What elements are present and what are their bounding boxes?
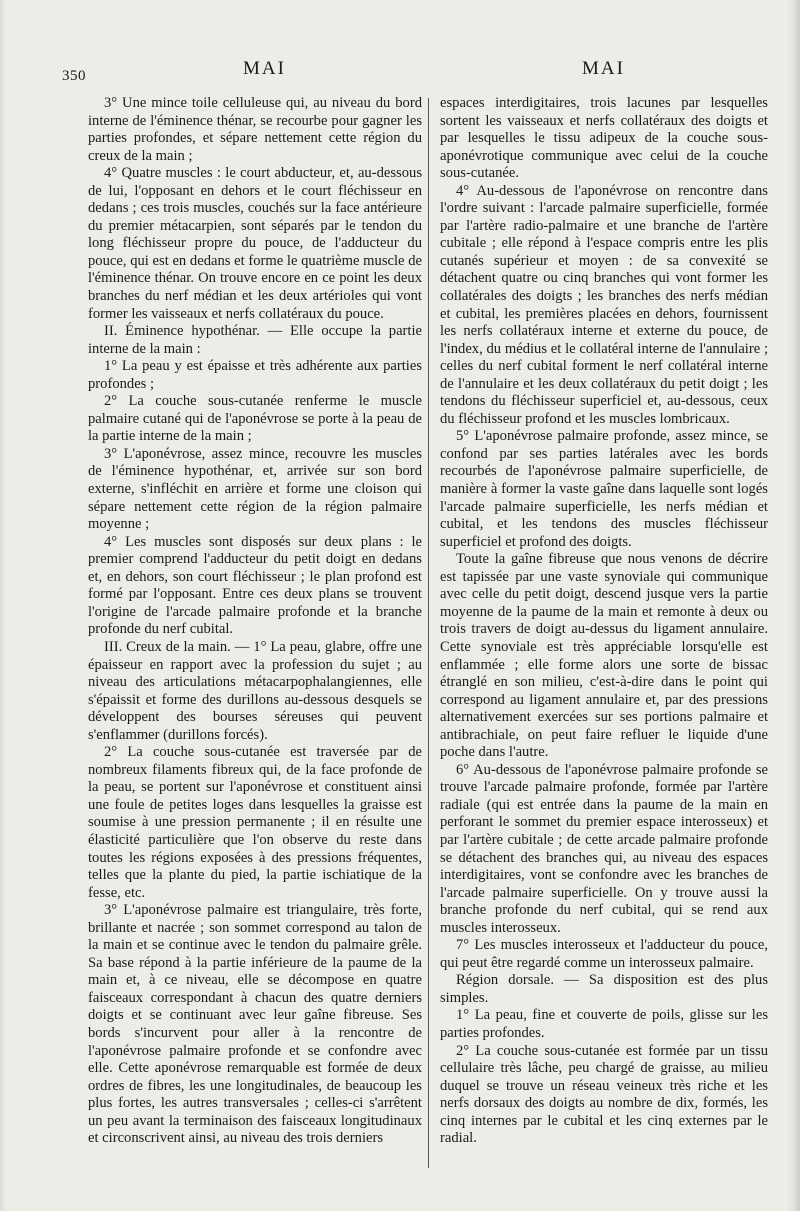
paragraph: 1° La peau y est épaisse et très adhérente aux parties profondes ; xyxy=(88,358,422,392)
page-header xyxy=(0,58,800,84)
paragraph: 2° La couche sous-cutanée renferme le muscle palmaire cutané qui de l'aponévrose se porte à la peau de la partie interne de la main ; xyxy=(88,393,422,445)
paragraph: 6° Au-dessous de l'aponévrose palmaire profonde se trouve l'arcade palmaire profonde, formée par l'artère radiale (qui est entrée dans la paume de la main en perforant le sommet du premier espace interosseux) et par l'artère cubitale ; de cette arcade palmaire profonde se détachent des branches qui, au niveau des espaces interdigitaires, vont se confondre avec les branches de l'arcade palmaire superficielle. On y trouve aussi la branche profonde du nerf cubital, qui se rend aux muscles interosseux. xyxy=(440,761,768,936)
page-number: 350 xyxy=(62,68,86,84)
paragraph: 2° La couche sous-cutanée est formée par un tissu cellulaire très lâche, peu chargé de graisse, au milieu duquel se trouve un réseau veineux très riche et les nerfs dorsaux des doigts au nombre de dix, formés, les cinq internes par le cubital et les cinq externes par le radial. xyxy=(440,1042,768,1147)
running-head-left: MAI xyxy=(243,58,286,79)
paragraph: 4° Quatre muscles : le court abducteur, et, au-dessous de lui, l'opposant en dehors et le court fléchisseur en dedans ; ces trois muscles, couchés sur la face antérieure du premier métacarpien, sont séparés par le tendon du long fléchisseur propre du pouce, de l'adducteur du pouce, qui est en dedans et forme le quatrième muscle de l'éminence thénar. On trouve encore en ce point les deux branches du nerf médian et les deux artérioles qui vont former les vaisseaux et nerfs collatéraux du pouce. xyxy=(88,165,422,322)
left-column xyxy=(88,95,422,1148)
paragraph: 1° La peau, fine et couverte de poils, glisse sur les parties profondes. xyxy=(440,1007,768,1041)
paragraph: 3° L'aponévrose palmaire est triangulaire, très forte, brillante et nacrée ; son sommet correspond au talon de la main et se continue avec le tendon du palmaire grêle. Sa base répond à la partie inférieure de la paume de la main et, à ce niveau, elle se décompose en quatre faisceaux correspondant à chacun des quatre derniers doigts et se continuant avec leur gaîne fibreuse. Ses bords s'incurvent pour aller à la rencontre de l'aponévrose palmaire profonde et se confondre avec elle. Cette aponévrose remarquable est formée de deux ordres de fibres, les une longitudinales, de beaucoup les plus fortes, les autres transversales ; celles-ci s'arrêtent un peu avant la terminaison des faisceaux longitudinaux et circonscrivent ainsi, au niveau des trois derniers xyxy=(88,902,422,1147)
page-edge-shadow xyxy=(786,0,800,1211)
paragraph: 4° Les muscles sont disposés sur deux plans : le premier comprend l'adducteur du petit doigt en dedans et, en dehors, son court fléchisseur ; le plan profond est formé par l'opposant. Entre ces deux plans se trouvent l'origine de l'arcade palmaire profonde et la branche profonde du nerf cubital. xyxy=(88,533,422,638)
paragraph: 7° Les muscles interosseux et l'adducteur du pouce, qui peut être regardé comme un interosseux palmaire. xyxy=(440,937,768,971)
section-heading-paragraph: III. Creux de la main. — 1° La peau, glabre, offre une épaisseur en rapport avec la profession du sujet ; au niveau des articulations métacarpophalangiennes, elle s'épaissit et forme des durillons au-dessous desquels se développent des bourses séreuses qui peuvent s'enflammer (durillons forcés). xyxy=(88,638,422,743)
paragraph: 3° Une mince toile celluleuse qui, au niveau du bord interne de l'éminence thénar, se recourbe pour gagner les parties profondes, et sépare nettement cette région du creux de la main ; xyxy=(88,95,422,164)
section-heading-paragraph: Région dorsale. — Sa disposition est des plus simples. xyxy=(440,972,768,1006)
column-divider xyxy=(428,98,429,1168)
paragraph: 3° L'aponévrose, assez mince, recouvre les muscles de l'éminence hypothénar, et, arrivée sur son bord externe, s'infléchit en arrière et forme une cloison qui sépare nettement cette région de la région palmaire moyenne ; xyxy=(88,445,422,533)
running-head-right: MAI xyxy=(582,58,625,79)
paragraph: 2° La couche sous-cutanée est traversée par de nombreux filaments fibreux qui, de la face profonde de la peau, se portent sur l'aponévrose et constituent ainsi une foule de petites loges dans lesquelles la graisse est soumise à une pression permanente ; il en résulte une élasticité particulière que l'on observe du reste dans toutes les régions exposées à des pressions fréquentes, telles que la plante du pied, la partie ischiatique de la fesse, etc. xyxy=(88,744,422,901)
paragraph: 5° L'aponévrose palmaire profonde, assez mince, se confond par ses parties latérales avec les bords recourbés de l'aponévrose palmaire superficielle, de manière à former la vaste gaîne dans laquelle sont logés l'arcade palmaire superficielle, les nerfs médian et cubital, et les tendons des muscles fléchisseur superficiel et profond des doigts. xyxy=(440,428,768,550)
paragraph: Toute la gaîne fibreuse que nous venons de décrire est tapissée par une vaste synoviale qui communique avec celle du petit doigt, descend jusque vers la partie moyenne de la paume de la main et remonte à deux ou trois travers de doigt au-dessus du ligament annulaire. Cette synoviale est très appréciable lorsqu'elle est enflammée ; elle forme alors une sorte de bissac étranglé en son milieu, c'est-à-dire dans le point qui correspond au ligament annulaire et, par des pressions alternativement exercées sur ses portions palmaire et antibrachiale, on peut faire refluer le liquide d'une poche dans l'autre. xyxy=(440,551,768,761)
paragraph-continuation: espaces interdigitaires, trois lacunes par lesquelles sortent les vaisseaux et nerfs collatéraux des doigts et par lesquelles le tissu adipeux de la couche sous-aponévrotique communique avec celui de la couche sous-cutanée. xyxy=(440,95,768,182)
right-column xyxy=(440,95,768,1148)
paragraph: 4° Au-dessous de l'aponévrose on rencontre dans l'ordre suivant : l'arcade palmaire superficielle, formée par l'artère radio-palmaire et une branche de l'artère cubitale ; elle répond à l'espace compris entre les plis cutanés supérieur et moyen : de sa convexité se détachent quatre ou cinq branches qui vont former les collatérales des doigts ; les branches des nerfs médian et cubital, les premières placées en dehors, fournissent les nerfs collatéraux interne et externe du pouce, de l'index, du médius et le collatéral interne de l'annulaire ; celles du nerf cubital forment le nerf collatéral interne de l'annulaire et les deux collatéraux du petit doigt ; les tendons du fléchisseur superficiel et, au-dessous, ceux du fléchisseur profond et les muscles lombricaux. xyxy=(440,182,768,427)
section-heading-paragraph: II. Éminence hypothénar. — Elle occupe la partie interne de la main : xyxy=(88,323,422,357)
